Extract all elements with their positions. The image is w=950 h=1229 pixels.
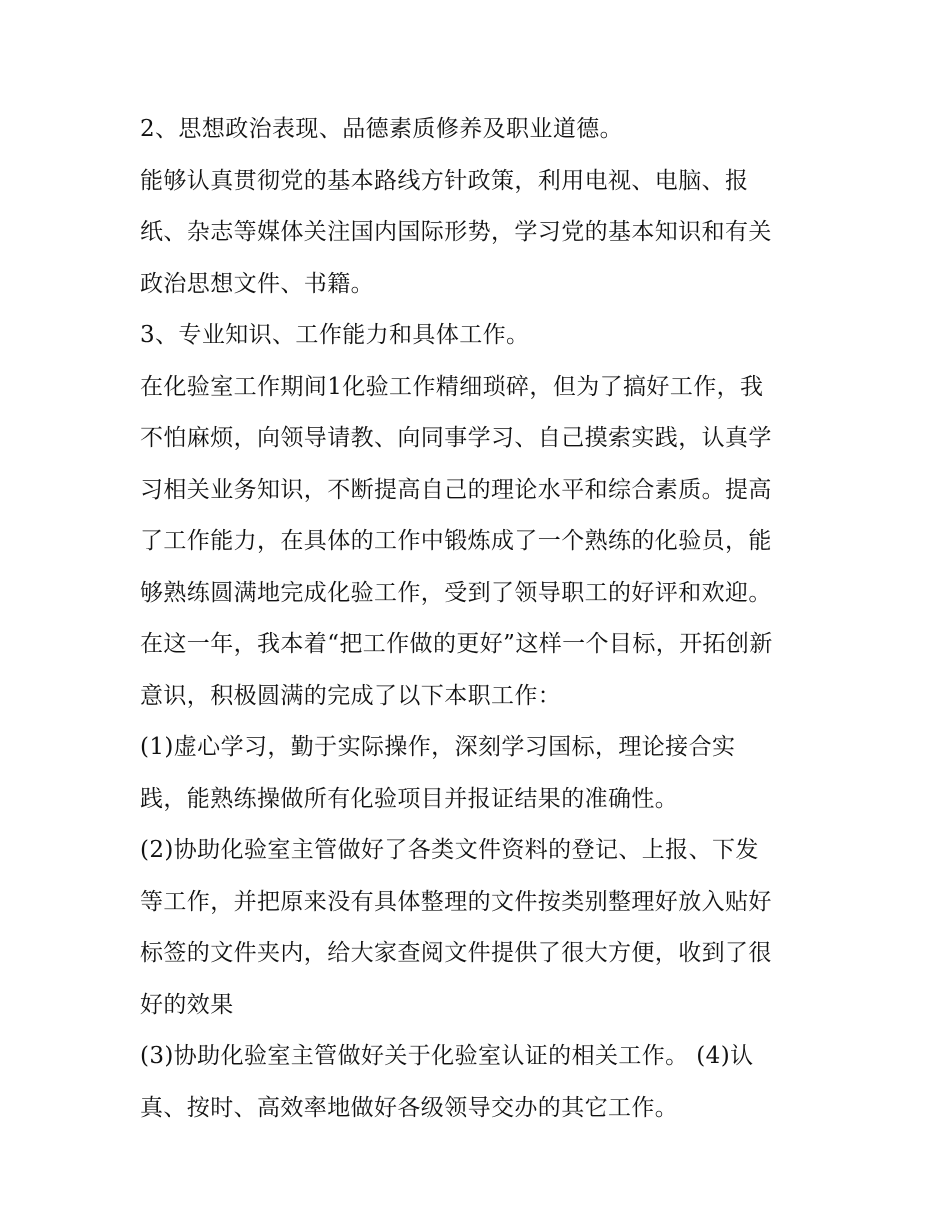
text-line: 等工作，并把原来没有具体整理的文件按类别整理好放入贴好 (140, 888, 772, 915)
text-line-section-3-heading: 3、专业知识、工作能力和具体工作。 (140, 322, 530, 348)
text-line-list-item-1: (1)虚心学习，勤于实际操作，深刻学习国标，理论接合实 (140, 734, 736, 760)
text-line: 在这一年，我本着“把工作做的更好”这样一个目标，开拓创新 (140, 631, 773, 657)
text-line: 好的效果 (140, 991, 234, 1018)
text-line: 践，能熟练操做所有化验项目并报证结果的准确性。 (140, 785, 679, 812)
text-line: 意识，积极圆满的完成了以下本职工作： (140, 682, 562, 709)
text-line: 能够认真贯彻党的基本路线方针政策，利用电视、电脑、报 (140, 167, 749, 194)
text-line: 习相关业务知识，不断提高自己的理论水平和综合素质。提高 (140, 476, 772, 503)
text-line-list-item-3: (3)协助化验室主管做好关于化验室认证的相关工作。 (4)认 (140, 1043, 754, 1069)
text-line: 了工作能力，在具体的工作中锻炼成了一个熟练的化验员，能 (140, 528, 772, 554)
text-line: 政治思想文件、书籍。 (140, 270, 374, 297)
text-line: 够熟练圆满地完成化验工作，受到了领导职工的好评和欢迎。 (140, 579, 772, 606)
text-line: 在化验室工作期间1化验工作精细琐碎，但为了搞好工作，我 (140, 373, 764, 400)
text-line-section-2-heading: 2、思想政治表现、品德素质修养及职业道德。 (140, 116, 624, 142)
text-line-list-item-2: (2)协助化验室主管做好了各类文件资料的登记、上报、下发 (140, 837, 759, 863)
text-line: 标签的文件夹内，给大家查阅文件提供了很大方便，收到了很 (140, 940, 772, 966)
document-body (140, 104, 820, 1134)
text-line: 不怕麻烦，向领导请教、向同事学习、自己摸索实践，认真学 (140, 425, 772, 451)
text-line: 真、按时、高效率地做好各级领导交办的其它工作。 (140, 1094, 679, 1121)
text-line: 纸、杂志等媒体关注国内国际形势，学习党的基本知识和有关 (140, 219, 772, 245)
